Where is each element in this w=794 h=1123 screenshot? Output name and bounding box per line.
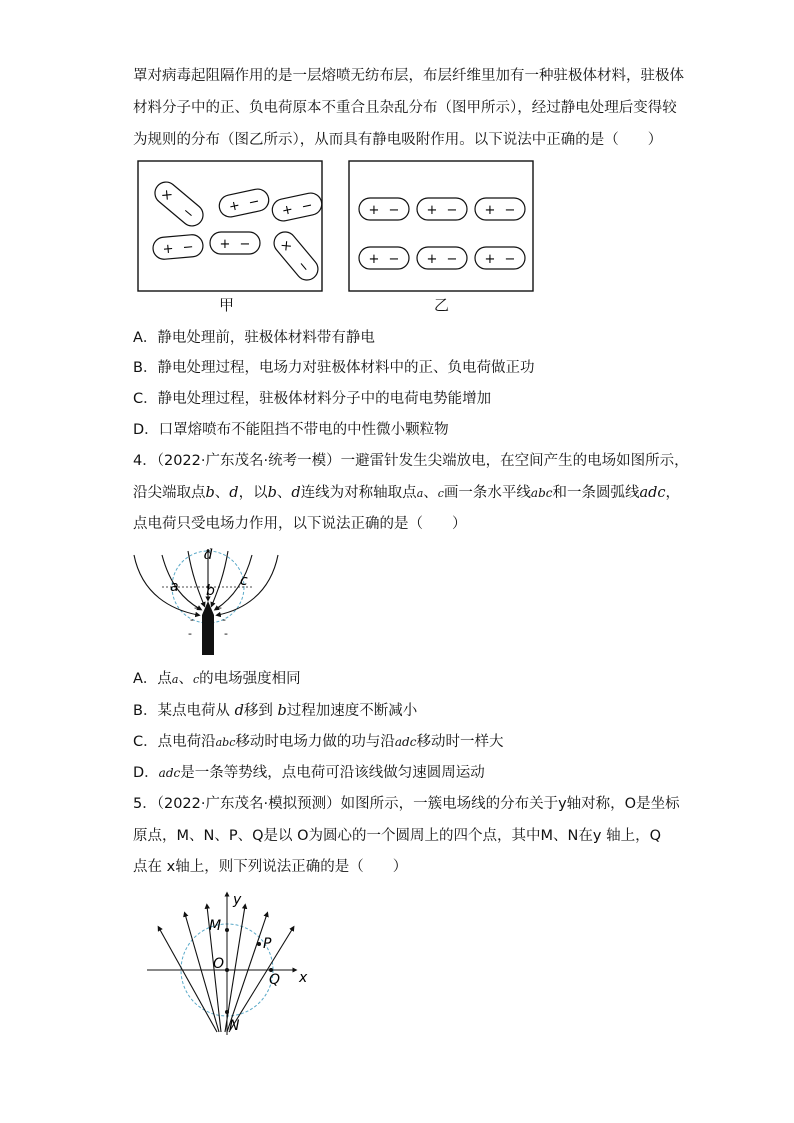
dipole-5 — [210, 232, 260, 254]
q4-option-a: A．点a、c的电场强度相同 — [133, 671, 301, 687]
point-M — [225, 928, 229, 932]
charge-4: - — [222, 613, 226, 626]
plus-sign: + — [484, 203, 496, 218]
q3-option-a: A．静电处理前，驻极体材料带有静电 — [133, 330, 375, 346]
label-a: a — [170, 579, 179, 595]
figure-lightning-rod — [132, 545, 292, 655]
aligned-dipole — [475, 198, 525, 220]
label-d: d — [204, 547, 213, 563]
charge-2: - — [218, 601, 222, 614]
q4-stem-line-3: 点电荷只受电场力作用，以下说法正确的是（ ） — [133, 516, 467, 532]
q4-option-b: B．某点电荷从 d移到 b过程加速度不断减小 — [133, 703, 418, 719]
plus-sign: + — [426, 203, 438, 218]
q3-option-b: B．静电处理过程，电场力对驻极体材料中的正、负电荷做正功 — [133, 360, 535, 376]
q4-option-c: C．点电荷沿abc移动时电场力做的功与沿adc移动时一样大 — [133, 734, 504, 750]
field-line-inner-left — [188, 551, 204, 605]
charge-3: - — [190, 613, 194, 626]
figure-yi — [348, 160, 548, 295]
label-c: c — [240, 573, 248, 589]
aligned-dipole — [359, 247, 409, 269]
svg-text:−: − — [247, 193, 261, 211]
aligned-dipole — [417, 198, 467, 220]
svg-text:−: − — [300, 197, 314, 215]
dipole-row-top — [359, 198, 525, 220]
q3-option-d: D．口罩熔喷布不能阻挡不带电的中性微小颗粒物 — [133, 422, 449, 438]
q4-stem-line-2: 沿尖端取点b、d，以b、d连线为对称轴取点a、c画一条水平线abc和一条圆弧线adc， — [133, 485, 681, 501]
dipole-4 — [152, 234, 204, 260]
q5-stem-line-3: 点在 x轴上，则下列说法正确的是（ ） — [133, 859, 408, 875]
label-Q: Q — [269, 972, 281, 988]
figure-yi-frame — [349, 161, 533, 291]
aligned-dipole — [359, 198, 409, 220]
q5-stem-line-2: 原点，M、N、P、Q是以 O为圆心的一个圆周上的四个点，其中M、N在y 轴上，Q — [133, 828, 661, 844]
svg-text:×: × — [157, 186, 176, 205]
svg-text:−: − — [239, 237, 251, 252]
charge-6: - — [224, 627, 228, 640]
aligned-dipole — [475, 247, 525, 269]
svg-text:−: − — [293, 257, 313, 276]
minus-sign: − — [388, 203, 400, 218]
rod-body — [202, 601, 214, 655]
q3-stem-line-3: 为规则的分布（图乙所示），从而具有静电吸附作用。以下说法中正确的是（ ） — [133, 132, 663, 148]
label-b: b — [206, 583, 215, 599]
dipole-3 — [270, 191, 323, 223]
q4-stem-line-1: 4．（2022·广东茂名·统考一模）一避雷针发生尖端放电，在空间产生的电场如图所示， — [133, 453, 689, 469]
field-line-5 — [227, 914, 267, 1032]
field-line-1 — [159, 928, 217, 1032]
label-O: O — [213, 956, 225, 972]
figure-field-lines-circle — [145, 890, 325, 1035]
svg-text:−: − — [182, 239, 195, 256]
dipole-6 — [270, 227, 323, 284]
label-y: y — [233, 892, 242, 908]
plus-sign: + — [484, 252, 496, 267]
svg-text:+: + — [162, 241, 175, 258]
label-M: M — [209, 918, 222, 934]
label-P: P — [263, 936, 272, 952]
q5-stem-line-1: 5．（2022·广东茂名·模拟预测）如图所示，一簇电场线的分布关于y轴对称，O是坐标 — [133, 796, 680, 812]
point-P — [257, 942, 261, 946]
aligned-dipole — [417, 247, 467, 269]
svg-text:−: − — [178, 204, 197, 223]
minus-sign: − — [504, 252, 516, 267]
q4-option-d: D．adc是一条等势线，点电荷可沿该线做匀速圆周运动 — [133, 765, 485, 781]
point-N — [225, 1010, 229, 1014]
minus-sign: − — [446, 203, 458, 218]
minus-sign: − — [504, 203, 516, 218]
plus-sign: + — [426, 252, 438, 267]
charge-1: - — [194, 601, 198, 614]
svg-text:+: + — [280, 202, 295, 220]
figure-jia-caption: 甲 — [219, 296, 235, 314]
svg-text:+: + — [219, 237, 231, 252]
figure-jia — [137, 160, 337, 295]
field-line-outer-left — [134, 555, 198, 615]
dipole-1 — [150, 178, 207, 231]
field-line-outer-right — [218, 555, 278, 615]
dipole-2 — [217, 187, 270, 219]
point-O — [225, 968, 229, 972]
plus-sign: + — [368, 252, 380, 267]
svg-text:×: × — [276, 237, 296, 256]
dipole-row-bottom — [359, 247, 525, 269]
charge-5: - — [188, 627, 192, 640]
plus-sign: + — [368, 203, 380, 218]
q3-stem-line-2: 材料分子中的正、负电荷原本不重合且杂乱分布（图甲所示），经过静电处理后变得较 — [133, 100, 677, 116]
q3-stem-line-1: 罩对病毒起阻隔作用的是一层熔喷无纺布层，布层纤维里加有一种驻极体材料，驻极体 — [133, 68, 684, 84]
q3-option-c: C．静电处理过程，驻极体材料分子中的电荷电势能增加 — [133, 391, 492, 407]
figure-yi-caption: 乙 — [434, 296, 450, 314]
label-x: x — [299, 970, 308, 986]
minus-sign: − — [388, 252, 400, 267]
minus-sign: − — [446, 252, 458, 267]
label-N: N — [229, 1018, 240, 1034]
svg-text:+: + — [227, 198, 242, 216]
